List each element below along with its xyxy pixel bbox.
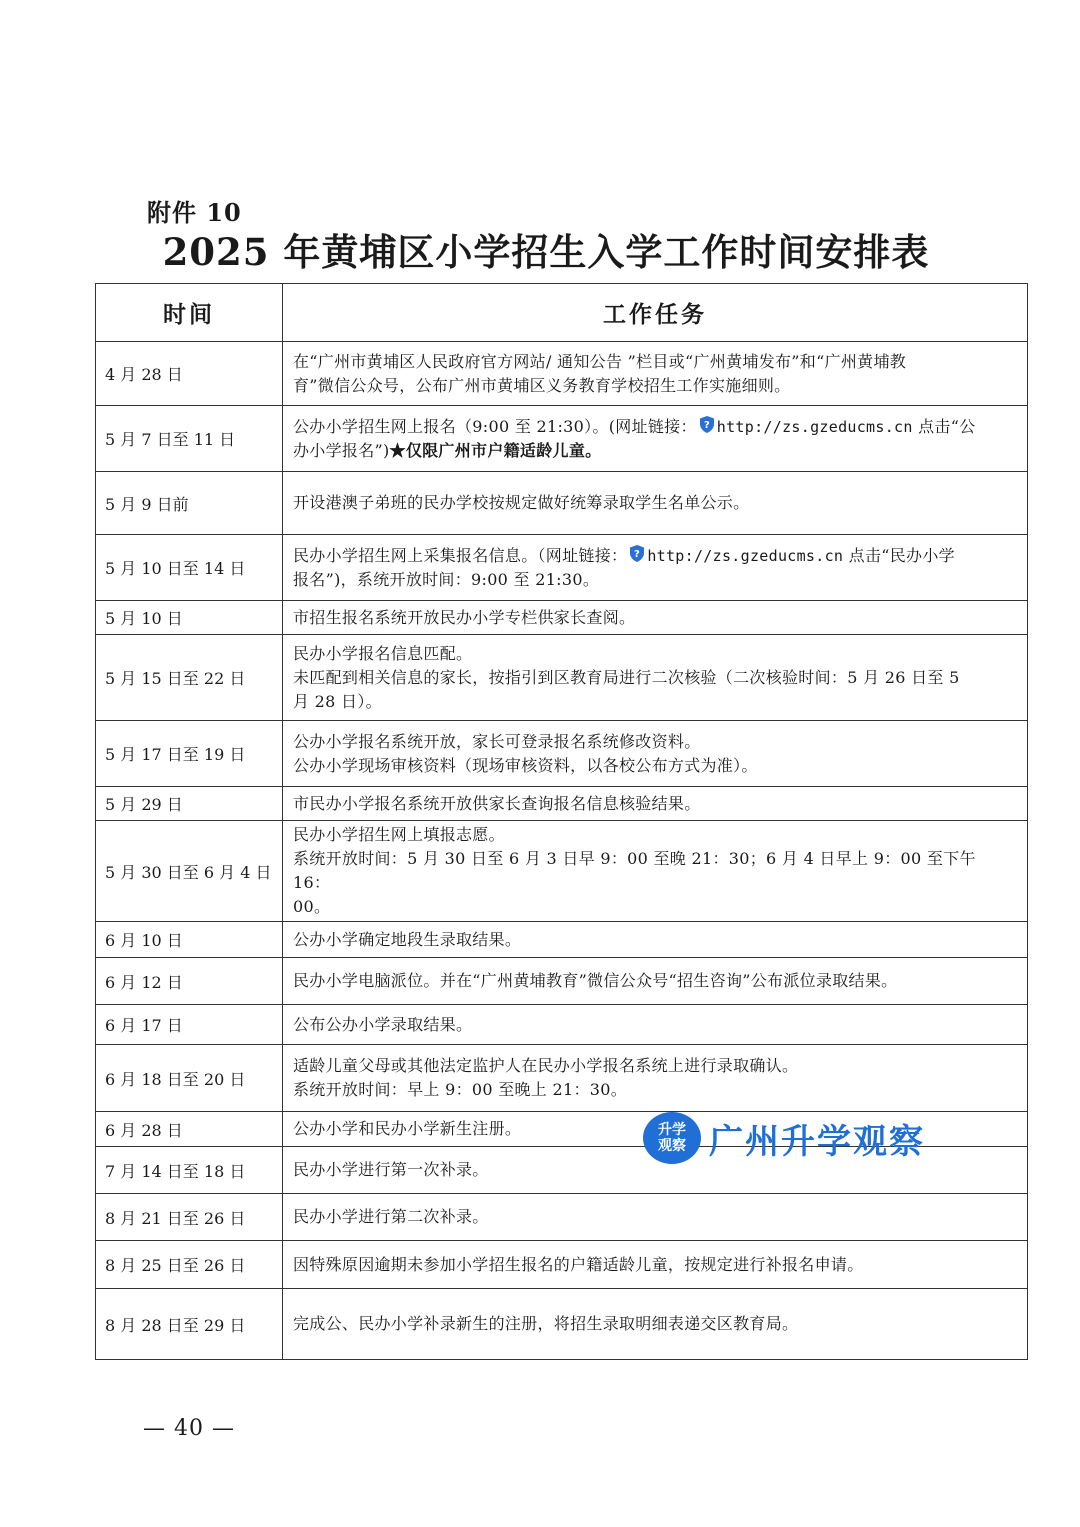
task-line: 报名”)，系统开放时间：9:00 至 21:30。 [293,569,600,589]
row-date: 5 月 29 日 [96,787,283,821]
watermark [643,1112,925,1164]
row-date: 5 月 9 日前 [96,472,283,535]
svg-text:?: ? [634,548,641,560]
row-date: 6 月 17 日 [96,1005,283,1045]
task-line: 民办小学进行第二次补录。 [293,1207,489,1226]
table-row [96,1289,1028,1360]
task-line: 公办小学报名系统开放，家长可登录报名系统修改资料。 [293,731,701,751]
shield-link-icon [629,544,645,563]
table-row [96,601,1028,635]
row-task [283,406,1028,472]
task-text: 民办小学招生网上采集报名信息。（网址链接： [293,545,628,565]
registration-link[interactable]: http://zs.gzeducms.cn [716,417,913,436]
row-date: 7 月 14 日至 18 日 [96,1147,283,1194]
task-line [293,439,1017,463]
task-line: 开设港澳子弟班的民办学校按规定做好统筹录取学生名单公示。 [293,493,750,512]
watermark-logo [643,1112,701,1164]
task-line: 民办小学进行第一次补录。 [293,1160,489,1179]
table-row [96,472,1028,535]
row-date: 5 月 15 日至 22 日 [96,635,283,721]
table-row [96,821,1028,922]
row-date: 6 月 28 日 [96,1112,283,1147]
task-text: 点击“公 [912,416,976,436]
task-line: 市招生报名系统开放民办小学专栏供家长查阅。 [293,607,636,627]
table-row [96,635,1028,721]
table-row [96,1241,1028,1289]
task-line: 未匹配到相关信息的家长，按指引到区教育局进行二次核验（二次核验时间：5 月 26 日至 5 [293,667,960,687]
task-line [293,544,1017,568]
table-row [96,787,1028,821]
row-date: 8 月 25 日至 26 日 [96,1241,283,1289]
task-text: 点击“民办小学 [843,545,955,565]
task-line: 00。 [293,897,331,916]
row-task [283,635,1028,721]
task-line: 育”微信公众号，公布广州市黄埔区义务教育学校招生工作实施细则。 [293,375,791,395]
row-task [283,1289,1028,1360]
table-row [96,1045,1028,1112]
table-row [96,1194,1028,1241]
row-task [283,1194,1028,1241]
row-date: 5 月 17 日至 19 日 [96,721,283,787]
shield-link-icon [699,415,715,434]
row-date: 8 月 28 日至 29 日 [96,1289,283,1360]
row-task [283,821,1028,922]
row-date: 5 月 30 日至 6 月 4 日 [96,821,283,922]
task-line: 月 28 日）。 [293,691,382,711]
task-line: 在“广州市黄埔区人民政府官方网站/ 通知公告 ”栏目或“广州黄埔发布”和“广州黄埔教 [293,351,907,371]
table-row [96,406,1028,472]
registration-link[interactable]: http://zs.gzeducms.cn [647,546,844,565]
task-line: 公办小学现场审核资料（现场审核资料，以各校公布方式为准）。 [293,755,758,775]
attachment-label: 附件 10 [147,198,242,227]
row-date: 5 月 7 日至 11 日 [96,406,283,472]
table-row [96,342,1028,406]
task-line: 公办小学和民办小学新生注册。 [293,1119,522,1138]
watermark-logo-line1: 升学 [658,1121,686,1138]
table-row [96,1005,1028,1045]
column-header-task: 工作任务 [283,284,1028,342]
row-task [283,601,1028,635]
task-text: 办小学报名”) [293,440,390,460]
table-row [96,958,1028,1005]
row-task [283,535,1028,601]
task-line: 公办小学确定地段生录取结果。 [293,929,522,949]
row-date: 4 月 28 日 [96,342,283,406]
row-date: 6 月 10 日 [96,922,283,958]
schedule-table [95,283,1028,1360]
task-line: 公布公办小学录取结果。 [293,1014,473,1034]
column-header-time: 时间 [96,284,283,342]
row-task [283,1005,1028,1045]
row-task [283,1045,1028,1112]
task-text: 公办小学招生网上报名（9:00 至 21:30）。(网址链接： [293,416,697,436]
task-line: 民办小学报名信息匹配。 [293,643,473,663]
task-line: 因特殊原因逾期未参加小学招生报名的户籍适龄儿童，按规定进行补报名申请。 [293,1254,864,1274]
watermark-logo-line2: 观察 [658,1138,686,1154]
row-date: 5 月 10 日至 14 日 [96,535,283,601]
task-line: 民办小学电脑派位。并在“广州黄埔教育”微信公众号“招生咨询”公布派位录取结果。 [293,971,898,990]
row-task [283,342,1028,406]
task-line: 完成公、民办小学补录新生的注册，将招生录取明细表递交区教育局。 [293,1314,799,1333]
row-date: 6 月 18 日至 20 日 [96,1045,283,1112]
task-line: 民办小学招生网上填报志愿。 [293,825,505,844]
watermark-text: 广州升学观察 [709,1121,925,1162]
row-task [283,472,1028,535]
row-task [283,787,1028,821]
table-row [96,721,1028,787]
row-date: 5 月 10 日 [96,601,283,635]
task-line: 系统开放时间：5 月 30 日至 6 月 3 日早 9：00 至晚 21：30；6 月 4 日早上 9：00 至下午 16： [293,849,976,892]
table-header-row [96,284,1028,342]
row-date: 8 月 21 日至 26 日 [96,1194,283,1241]
document-title: 2025 年黄埔区小学招生入学工作时间安排表 [162,230,930,274]
row-task [283,721,1028,787]
table-row [96,922,1028,958]
row-date: 6 月 12 日 [96,958,283,1005]
task-line: 市民办小学报名系统开放供家长查询报名信息核验结果。 [293,793,701,813]
svg-text:?: ? [703,419,710,431]
row-task [283,922,1028,958]
table-row [96,535,1028,601]
row-task [283,1241,1028,1289]
page-number: — 40 — [143,1416,235,1441]
row-task [283,958,1028,1005]
task-line [293,415,1017,439]
task-line: 适龄儿童父母或其他法定监护人在民办小学报名系统上进行录取确认。 [293,1056,799,1075]
task-note-strong: ★仅限广州市户籍适龄儿童。 [389,440,602,460]
task-line: 系统开放时间：早上 9：00 至晚上 21：30。 [293,1080,628,1099]
